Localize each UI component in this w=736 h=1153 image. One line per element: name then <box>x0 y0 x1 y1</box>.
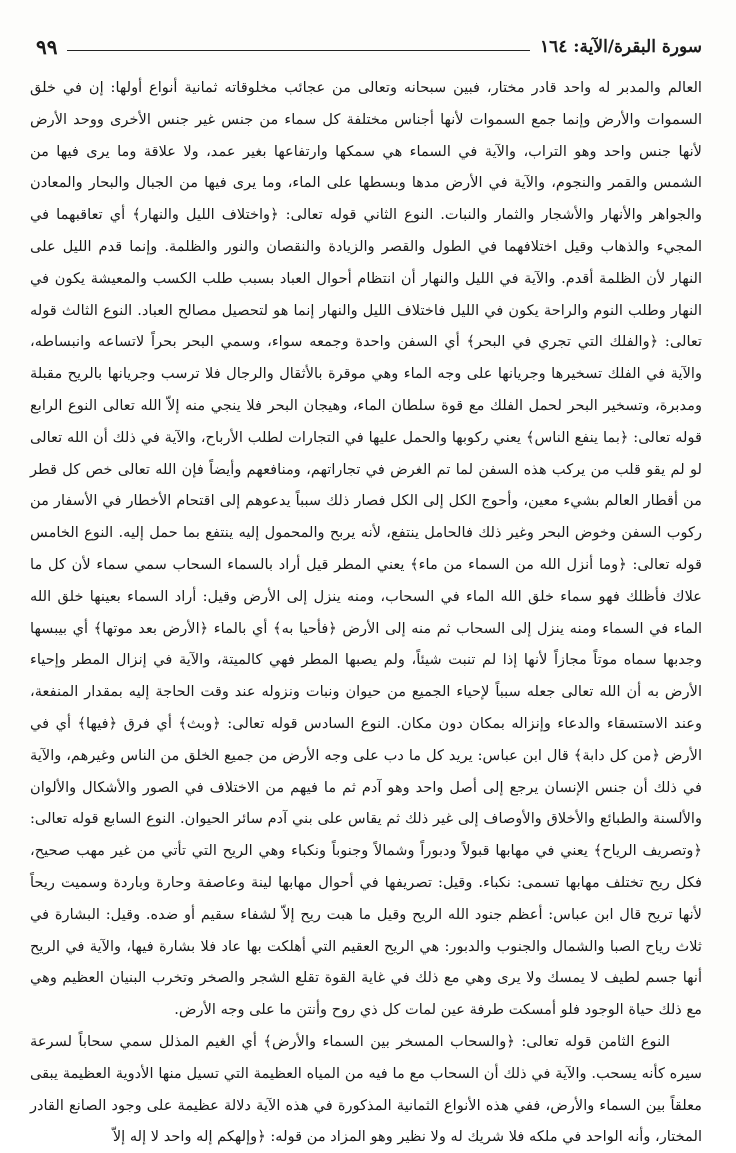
surah-verse-title: سورة البقرة/الآية: ١٦٤ <box>539 37 702 57</box>
page-body <box>30 72 702 1146</box>
page-header <box>36 30 702 64</box>
paragraph-2: النوع الثامن قوله تعالى: ﴿والسحاب المسخر بين السماء والأرض﴾ أي الغيم المذلل سمي سحاباً لسرعة سيره كأنه يسحب. والآية في ذلك أن السحاب مع ما فيه من المياه العظيمة التي تسيل منها الأدوية العظيمة يبقى معلقاً بين السماء والأرض، ففي هذه الأنواع الثمانية المذكورة في هذه الآية دلالة عظيمة على وجود الصانع القادر المختار، وأنه الواحد في ملكه فلا شريك له ولا نظير وهو المزاد من قوله: ﴿وإلهكم إله واحد لا إله إلاّ <box>30 1032 702 1146</box>
header-rule <box>67 50 529 51</box>
paragraph-1: العالم والمدبر له واحد قادر مختار، فبين سبحانه وتعالى من عجائب مخلوقاته ثمانية أنواع أولها: إن في خلق السموات والأرض وإنما جمع السموات لأنها أجناس مختلفة كل سماء من جنس غير جنس الأخرى ووحد الأرض لأنها جنس واحد وهو التراب، والآية في السماء هي سمكها وارتفاعها بغير عمد، ولا علاقة وما يرى فيها من الشمس والقمر والنجوم، والآية في الأرض مدها وبسطها على الماء، وما يرى فيها من الجبال والبحار والمعادن والجواهر والأنهار والأشجار والثمار والنبات. النوع الثاني قوله تعالى: ﴿واختلاف الليل والنهار﴾ أي تعاقبهما في المجيء والذهاب وقيل اختلافهما في الطول والقصر والزيادة والنقصان والنور والظلمة. وإنما قدم الليل على النهار لأن الظلمة أقدم. والآية في الليل والنهار أن انتظام أحوال العباد بسبب طلب الكسب والمعيشة يكون في النهار وطلب النوم والراحة يكون في الليل فاختلاف الليل والنهار إنما هو لتحصيل مصالح العباد. النوع الثالث قوله تعالى: ﴿والفلك التي تجري في البحر﴾ أي السفن واحدة وجمعه سواء، وسمي البحر بحراً لاتساعه وانبساطه، والآية في الفلك تسخيرها وجريانها على وجه الماء وهي موقرة بالأثقال والرجال فلا ترسب وجريانها بالريح مقبلة ومدبرة، وتسخير البحر لحمل الفلك مع قوة سلطان الماء، وهيجان البحر فلا ينجي منه إلاّ الله تعالى النوع الرابع قوله تعالى: ﴿بما ينفع الناس﴾ يعني ركوبها والحمل عليها في التجارات لطلب الأرباح، والآية في ذلك أن الله تعالى لو لم يقو قلب من يركب هذه السفن لما تم الغرض في تجاراتهم، ومنافعهم وأيضاً فإن الله تعالى خص كل قطر من أقطار العالم بشيء معين، وأحوج الكل إلى الكل فصار ذلك سبباً يدعوهم إلى اقتحام الأخطار في الأسفار من ركوب السفن وخوض البحر وغير ذلك فالحامل ينتفع، لأنه يربح والمحمول إليه ينتفع بما حمل إليه. النوع الخامس قوله تعالى: ﴿وما أنزل الله من السماء من ماء﴾ يعني المطر قيل أراد بالسماء السحاب سمي سماء لأن كل ما علاك فأظلك فهو سماء خلق الله الماء في السحاب، ومنه ينزل إلى الأرض وقيل: أراد السماء بعينها خلق الله الماء في السماء ومنه ينزل إلى السحاب ثم منه إلى الأرض ﴿فأحيا به﴾ أي بالماء ﴿الأرض بعد موتها﴾ أي بيبسها وجدبها سماه موتاً مجازاً لأنها إذا لم تنبت شيئاً، ولم يصبها المطر فهي كالميتة، والآية في إنزال المطر وإحياء الأرض به أن الله تعالى جعله سبباً لإحياء الجميع من حيوان ونبات ونزوله عند وقت الحاجة إليه بمقدار المنفعة، وعند الاستسقاء والدعاء وإنزاله بمكان دون مكان. النوع السادس قوله تعالى: ﴿وبث﴾ أي فرق ﴿فيها﴾ أي في الأرض ﴿من كل دابة﴾ قال ابن عباس: يريد كل ما دب على وجه الأرض من جميع الخلق من الناس وغيرهم، والآية في ذلك أن جنس الإنسان يرجع إلى أصل واحد وهو آدم ثم ما فيهم من الاختلاف في الصور والأشكال والألوان والألسنة والطبائع والأخلاق والأوصاف إلى غير ذلك ثم يقاس على بني آدم سائر الحيوان. النوع السابع قوله تعالى: ﴿وتصريف الرياح﴾ يعني في مهابها قبولاً ودبوراً وشمالاً وجنوباً ونكباء وهي الريح التي تأتي من غير مهب صحيح، فكل ريح تختلف مهابها تسمى: نكباء. وقيل: تصريفها في أحوال مهابها لينة وعاصفة وحارة وباردة وسميت ريحاً لأنها تريح قال ابن عباس: أعظم جنود الله الريح وقيل ما هبت ريح إلاّ لشفاء سقيم أو ضده. وقيل: البشارة في ثلاث رياح الصبا والشمال والجنوب والدبور: هي الريح العقيم التي أهلكت بها عاد فلا بشارة فيها، والآية في الريح أنها جسم لطيف لا يمسك ولا يرى وهي مع ذلك في غاية القوة تقلع الشجر والصخر وتخرب البنيان العظيم وهي مع ذلك حياة الوجود فلو أمسكت طرفة عين لمات كل ذي روح وأنتن ما على وجه الأرض. <box>30 79 702 1019</box>
page-number: ٩٩ <box>36 35 58 59</box>
